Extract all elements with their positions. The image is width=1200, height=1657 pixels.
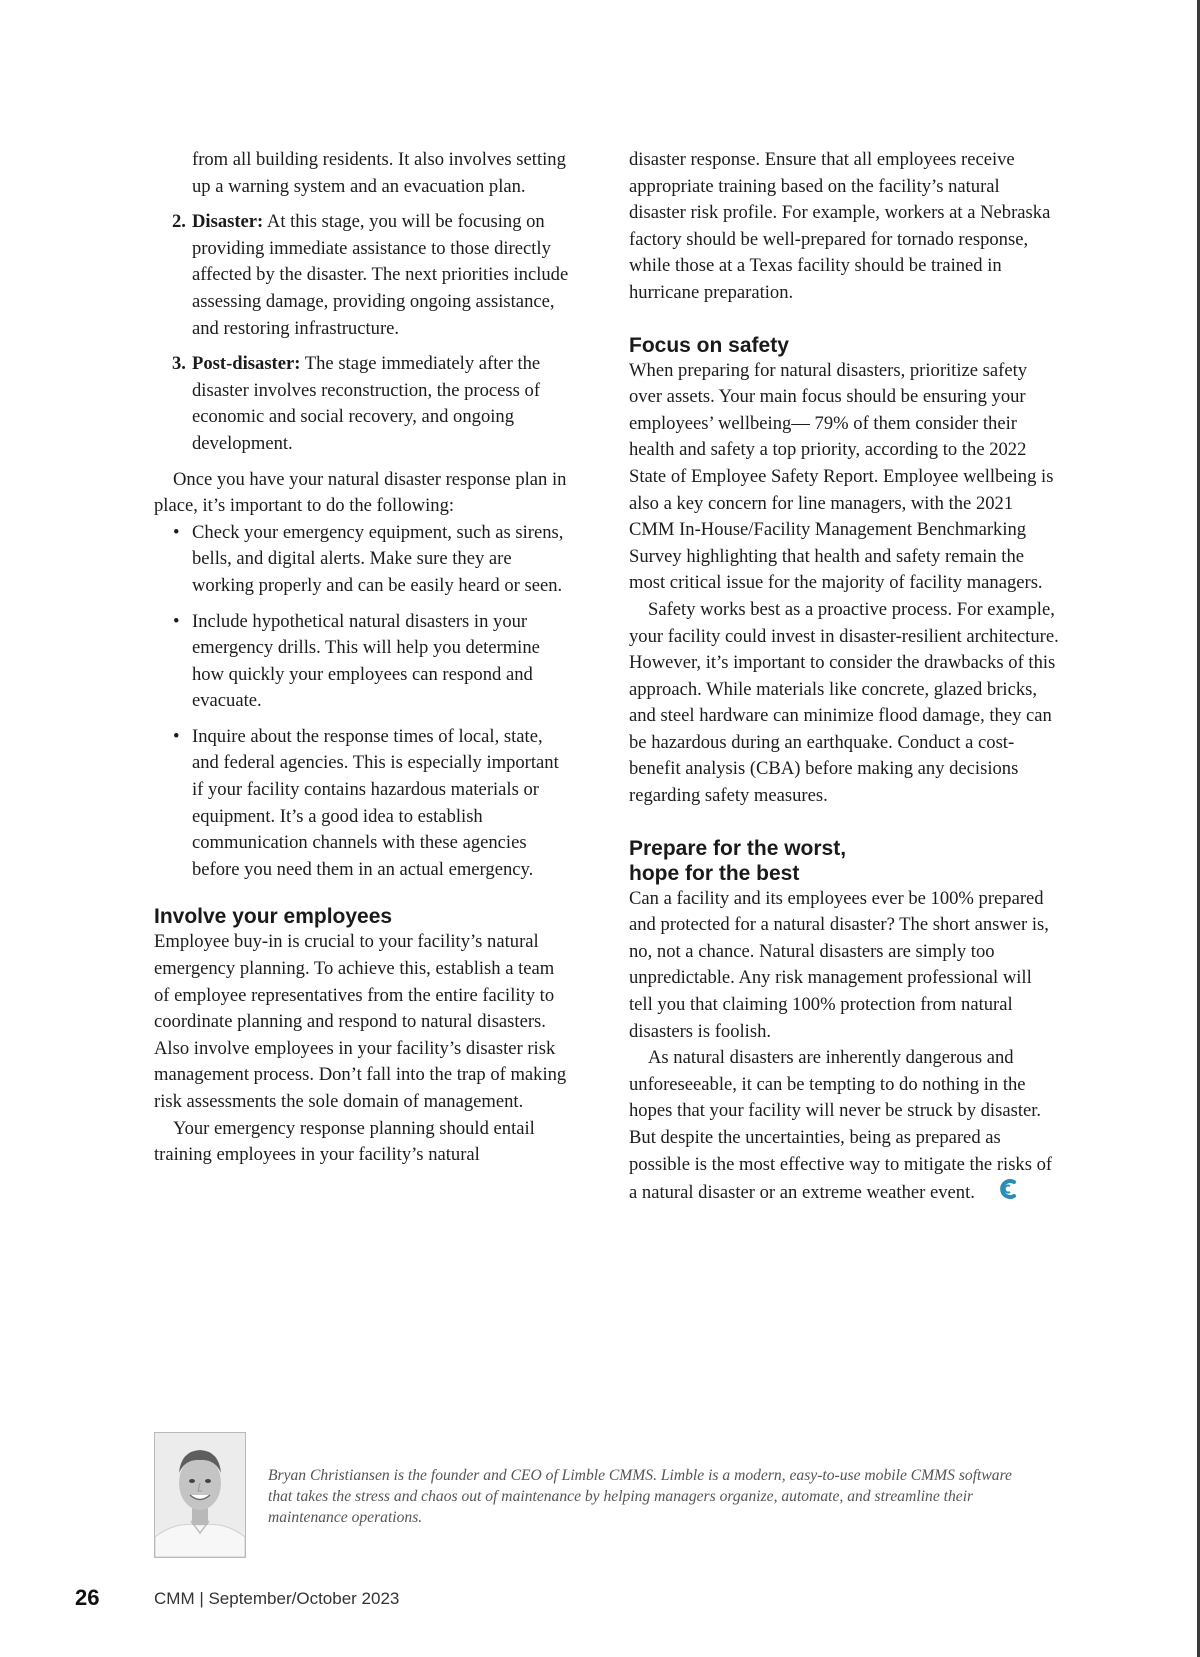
- bullet-text: Check your emergency equipment, such as sirens, bells, and digital alerts. Make sure they are working properly and can be easily heard or seen.: [192, 521, 564, 596]
- worst-paragraph-2-text: As natural disasters are inherently dangerous and unforeseeable, it can be tempting to do nothing in the hopes that your facility will never be struck by disaster. But despite the uncertainties, being as prepared as possible is the most effective way to mitigate the risks of a natural disaster or an extreme weather event.: [629, 1047, 1053, 1204]
- stage-term: Post-disaster:: [192, 353, 301, 375]
- author-bio: Bryan Christiansen is the founder and CEO of Limble CMMS. Limble is a modern, easy-to-use mobile CMMS software that takes the stress and chaos out of maintenance by helping managers organize, automate, and streamline their maintenance operations.: [268, 1467, 1012, 1526]
- author-photo: [154, 1432, 246, 1558]
- right-column: [629, 147, 1059, 1207]
- stage-continuation-text: from all building residents. It also involves setting up a warning system and an evacuation plan.: [192, 149, 566, 197]
- page-number: 26: [75, 1585, 100, 1610]
- bullet-text: Include hypothetical natural disasters in your emergency drills. This will help you determine how quickly your employees can respond and evacuate.: [192, 610, 540, 712]
- involve-paragraph-2: Your emergency response planning should entail training employees in your facility’s natural: [154, 1117, 535, 1166]
- bullet-dot-icon: •: [173, 610, 180, 632]
- training-continuation-paragraph: disaster response. Ensure that all employees receive appropriate training based on the facility’s natural disaster risk profile. For example, workers at a Nebraska factory should be well-prepared for tornado response, while those at a Texas facility should be trained in hurricane preparation.: [629, 149, 1051, 303]
- bullet-dot-icon: •: [173, 521, 180, 543]
- stage-continuation: [192, 147, 574, 200]
- stage-text: The stage immediately after the disaster involves reconstruction, the process of economic and social recovery, and ongoing development.: [192, 353, 541, 454]
- followup-intro-paragraph: Once you have your natural disaster response plan in place, it’s important to do the following:: [154, 468, 567, 517]
- stage-list: [154, 147, 574, 458]
- section-heading-prepare-for-worst: [629, 836, 1059, 886]
- stage-number: 2.: [172, 211, 186, 233]
- bullet-text: Inquire about the response times of local, state, and federal agencies. This is especially important if your facility contains hazardous materials or equipment. It’s a good idea to establish communication channels with these agencies before you need them in an actual emergency.: [192, 725, 559, 880]
- stage-item-post-disaster: [172, 351, 574, 457]
- bullet-dot-icon: •: [173, 725, 180, 747]
- stage-term: Disaster:: [192, 211, 264, 233]
- left-column: [154, 147, 574, 1169]
- worst-paragraph-1: Can a facility and its employees ever be 100% prepared and protected for a natural disaster? The short answer is, no, not a chance. Natural disasters are simply too unpredictable. Any risk management professional will tell you that claiming 100% protection from natural disasters is foolish.: [629, 887, 1049, 1042]
- publication-footer: CMM | September/October 2023: [154, 1589, 400, 1608]
- section-heading-involve-employees: Involve your employees: [154, 905, 393, 929]
- worst-paragraph-2: [629, 1045, 1059, 1207]
- heading-line-1: Prepare for the worst,: [629, 836, 847, 860]
- action-bullet-list: [154, 520, 574, 884]
- bullet-item-equipment: [173, 520, 574, 600]
- bullet-item-agencies: [173, 724, 574, 884]
- cmm-logo-c-icon: [979, 1178, 1018, 1202]
- involve-paragraph-1: Employee buy-in is crucial to your facility’s natural emergency planning. To achieve this, establish a team of employee representatives from the entire facility to coordinate planning and respond to natural disasters. Also involve employees in your facility’s disaster risk management process. Don’t fall into the trap of making risk assessments the sole domain of management.: [154, 931, 567, 1112]
- stage-number: 3.: [172, 353, 186, 375]
- heading-line-2: hope for the best: [629, 861, 800, 885]
- safety-paragraph-1: When preparing for natural disasters, prioritize safety over assets. Your main focus should be ensuring your employees’ wellbeing— 79% of them consider their health and safety a top priority, according to the 2022 State of Employee Safety Report. Employee wellbeing is also a key concern for line managers, with the 2021 CMM In-House/Facility Management Benchmarking Survey highlighting that health and safety remain the most critical issue for the majority of facility managers.: [629, 359, 1054, 594]
- safety-paragraph-2: Safety works best as a proactive process. For example, your facility could invest in disaster-resilient architecture. However, it’s important to consider the drawbacks of this approach. While materials like concrete, glazed bricks, and steel hardware can minimize flood damage, they can be hazardous during an earthquake. Conduct a cost-benefit analysis (CBA) before making any decisions regarding safety measures.: [629, 598, 1059, 807]
- section-heading-focus-on-safety: Focus on safety: [629, 333, 789, 357]
- bullet-item-drills: [173, 609, 574, 715]
- stage-text: At this stage, you will be focusing on providing immediate assistance to those directly affected by the disaster. The next priorities include assessing damage, providing ongoing assistance, and restoring infrastructure.: [192, 211, 569, 339]
- stage-item-disaster: [172, 209, 574, 342]
